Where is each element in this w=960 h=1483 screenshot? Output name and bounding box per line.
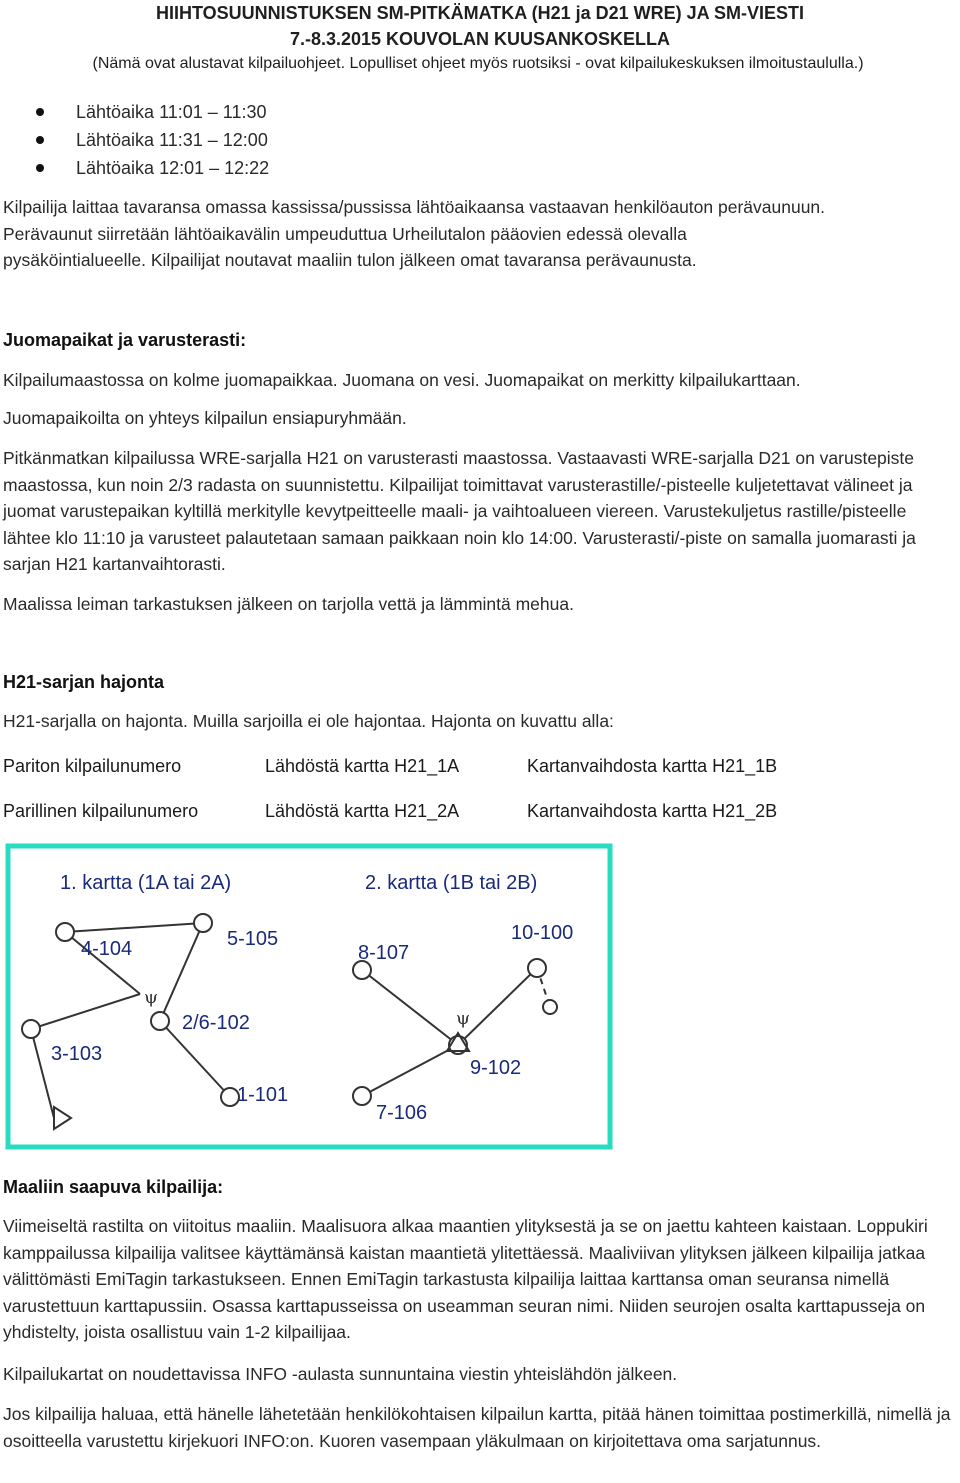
drink-icon: ψ xyxy=(456,1008,471,1029)
list-item: Lähtöaika 11:01 – 11:30 xyxy=(0,100,269,128)
label-5-105: 5-105 xyxy=(227,928,279,950)
list-item: Lähtöaika 11:31 – 12:00 xyxy=(0,128,269,156)
control-5-circle xyxy=(194,914,212,932)
control-3-circle xyxy=(22,1020,40,1038)
label-2-6-102: 2/6-102 xyxy=(182,1012,250,1034)
finish-paragraph-3: Jos kilpailija haluaa, että hänelle lähetetään henkilökohtaisen kilpailun kartta, pitää hänen toimittaa postimerkillä, nimellä ja osoitteella varustettu kirjekuori INFO:on. Kuoren vasempaan yläkulmaan on kirjoitettava oma sarjatunnus. xyxy=(3,1404,951,1451)
control-10-circle xyxy=(528,959,546,977)
drinks-paragraph-4: Maalissa leiman tarkastuksen jälkeen on tarjolla vettä ja lämmintä mehua. xyxy=(3,594,574,614)
map1-title: 1. kartta (1A tai 2A) xyxy=(60,872,232,894)
finish-paragraph-1: Viimeiseltä rastilta on viitoitus maaliin. Maalisuora alkaa maantien ylityksestä ja se on jaettu kahteen kaistaan. Loppukiri kamppailussa kilpailija valitsee käyttämänsä kaistan maantietä ylitettäessä. Maaliviivan ylityksen jälkeen kilpailija jatkaa välittömästi EmiTagin tarkastukseen. Ennen EmiTagin tarkastusta kilpailija laittaa karttansa oman seuransa nimellä varustettuun karttapussiin. Osassa karttapusseissa on useamman seuran nimi. Niiden seurojen osalta karttapusseja on yhdistelty, joista osallistuu vain 1-2 kilpailijaa. xyxy=(3,1216,928,1342)
label-1-101: 1-101 xyxy=(237,1084,289,1106)
control-4-circle xyxy=(56,923,74,941)
drinks-paragraph-3: Pitkänmatkan kilpailussa WRE-sarjalla H21 on varusterasti maastossa. Vastaavasti WRE-sarjalla D21 on varustepiste maastossa, kun noin 2/3 radasta on suunnistettu. Kilpailijat toimittavat varusterastille/-pisteelle kuljetettavat välineet ja juomat varustepaikan kyltillä merkitylle kevytpeitteelle maali- ja vaihtoalueen viereen. Varustekuljetus rastille/pisteelle lähtee klo 11:10 ja varusteet palautetaan samaan paikkaan noin klo 14:00. Varusterasti/-piste on samalla juomarasti ja sarjan H21 kartanvaihtorasti. xyxy=(3,448,916,574)
document-title: HIIHTOSUUNNISTUKSEN SM-PITKÄMATKA (H21 ja D21 WRE) JA SM-VIESTI xyxy=(155,3,805,23)
drinks-paragraph-2: Juomapaikoilta on yhteys kilpailun ensiapuryhmään. xyxy=(3,408,407,428)
label-9-102: 9-102 xyxy=(470,1057,522,1079)
drinks-heading: Juomapaikat ja varusterasti: xyxy=(3,330,247,350)
document-subtitle: 7.-8.3.2015 KOUVOLAN KUUSANKOSKELLA xyxy=(289,29,671,49)
course-spread-diagram xyxy=(5,843,613,1150)
label-3-103: 3-103 xyxy=(51,1043,103,1065)
spread-heading: H21-sarjan hajonta xyxy=(3,672,165,692)
spread-intro: H21-sarjalla on hajonta. Muilla sarjoilla ei ole hajontaa. Hajonta on kuvattu alla: xyxy=(3,711,614,731)
bullet-icon xyxy=(36,136,44,144)
label-8-107: 8-107 xyxy=(358,942,410,964)
control-2-circle xyxy=(151,1012,169,1030)
label-7-106: 7-106 xyxy=(376,1102,428,1124)
map2-title: 2. kartta (1B tai 2B) xyxy=(365,872,538,894)
label-10-100: 10-100 xyxy=(511,922,574,944)
finish-circle-icon xyxy=(543,1000,557,1014)
drink-icon: ψ xyxy=(144,987,159,1008)
start-time-list xyxy=(0,100,269,184)
list-item: Lähtöaika 12:01 – 12:22 xyxy=(0,156,269,184)
bullet-icon xyxy=(36,108,44,116)
luggage-paragraph: Kilpailija laittaa tavaransa omassa kassissa/pussissa lähtöaikaansa vastaavan henkilöauton perävaunuun. Perävaunut siirretään lähtöaikavälin umpeuduttua Urheilutalon pääovien edessä olevalla pysäköintialueelle. Kilpailijat noutavat maaliin tulon jälkeen omat tavaransa perävaunusta. xyxy=(3,197,826,270)
bullet-icon xyxy=(36,164,44,172)
finish-paragraph-2: Kilpailukartat on noudettavissa INFO -aulasta sunnuntaina viestin yhteislähdön jälkeen. xyxy=(3,1364,678,1384)
finish-heading: Maaliin saapuva kilpailija: xyxy=(3,1177,224,1197)
control-7-circle xyxy=(353,1087,371,1105)
drinks-paragraph-1: Kilpailumaastossa on kolme juomapaikkaa. Juomana on vesi. Juomapaikat on merkitty kilpailukarttaan. xyxy=(3,370,801,390)
document-note: (Nämä ovat alustavat kilpailuohjeet. Lopulliset ohjeet myös ruotsiksi - ovat kilpailukeskuksen ilmoitustaululla.) xyxy=(92,55,864,72)
label-4-104: 4-104 xyxy=(81,938,133,960)
